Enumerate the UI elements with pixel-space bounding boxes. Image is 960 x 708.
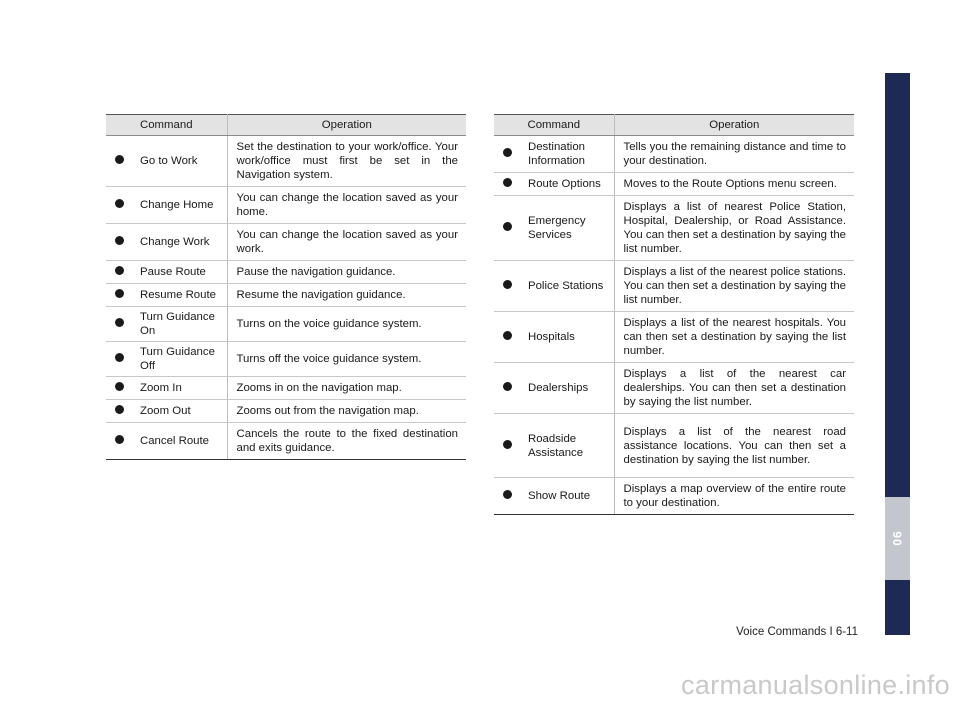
bullet-dot-icon <box>115 405 124 414</box>
bullet-dot-icon <box>503 331 512 340</box>
operation-cell: Pause the navigation guidance. <box>227 261 466 284</box>
command-cell: Route Options <box>520 173 614 196</box>
bullet-dot-icon <box>115 435 124 444</box>
chapter-number: 06 <box>890 530 905 546</box>
chapter-tab-label <box>885 520 910 556</box>
command-cell: Police Stations <box>520 261 614 312</box>
operation-cell: Moves to the Route Options menu screen. <box>614 173 854 196</box>
bullet-dot-icon <box>503 382 512 391</box>
bullet-dot-icon <box>115 199 124 208</box>
bullet-dot-icon <box>503 222 512 231</box>
command-cell: Destination Information <box>520 136 614 173</box>
operation-cell: Displays a list of the nearest road assistance locations. You can then set a destination by saying the list number. <box>614 414 854 478</box>
operation-cell: Displays a map overview of the entire route to your destination. <box>614 478 854 515</box>
table-row <box>106 423 466 460</box>
table-row <box>106 261 466 284</box>
command-cell: Go to Work <box>132 136 227 187</box>
table-row <box>106 224 466 261</box>
command-cell: Emergency Services <box>520 196 614 261</box>
bullet-dot-icon <box>115 155 124 164</box>
bullet-dot-icon <box>503 280 512 289</box>
operation-cell: Displays a list of the nearest car dealerships. You can then set a destination by saying the list number. <box>614 363 854 414</box>
table-row <box>106 377 466 400</box>
command-cell: Change Home <box>132 187 227 224</box>
table-row <box>494 261 854 312</box>
command-cell: Resume Route <box>132 284 227 307</box>
command-cell: Zoom Out <box>132 400 227 423</box>
operation-cell: Cancels the route to the fixed destination and exits guidance. <box>227 423 466 460</box>
table-row <box>494 478 854 515</box>
voice-commands-table-left <box>106 114 466 460</box>
table-row <box>494 312 854 363</box>
operation-column-header: Operation <box>614 115 854 136</box>
bullet-dot-icon <box>115 289 124 298</box>
table-row <box>494 196 854 261</box>
command-cell: Change Work <box>132 224 227 261</box>
operation-cell: Displays a list of nearest Police Station, Hospital, Dealership, or Road Assistance. You can then set a destination by saying the list number. <box>614 196 854 261</box>
table-row <box>494 363 854 414</box>
operation-cell: Zooms in on the navigation map. <box>227 377 466 400</box>
bullet-dot-icon <box>503 148 512 157</box>
command-cell: Hospitals <box>520 312 614 363</box>
operation-cell: Displays a list of the nearest police stations. You can then set a destination by saying the list number. <box>614 261 854 312</box>
command-cell: Pause Route <box>132 261 227 284</box>
command-cell: Show Route <box>520 478 614 515</box>
table-row <box>494 136 854 173</box>
page-footer: Voice Commands I 6-11 <box>736 626 858 638</box>
command-column-header: Command <box>106 115 227 136</box>
bullet-dot-icon <box>503 178 512 187</box>
bullet-dot-icon <box>115 318 124 327</box>
operation-cell: Displays a list of the nearest hospitals. You can then set a destination by saying the list number. <box>614 312 854 363</box>
operation-cell: Turns on the voice guidance system. <box>227 307 466 342</box>
command-cell: Roadside Assistance <box>520 414 614 478</box>
table-row <box>494 173 854 196</box>
operation-cell: You can change the location saved as your work. <box>227 224 466 261</box>
table-row <box>106 136 466 187</box>
bullet-dot-icon <box>115 266 124 275</box>
command-cell: Cancel Route <box>132 423 227 460</box>
voice-commands-table-right <box>494 114 854 515</box>
command-cell: Turn Guidance Off <box>132 342 227 377</box>
table-row <box>106 284 466 307</box>
bullet-dot-icon <box>115 353 124 362</box>
command-column-header: Command <box>494 115 614 136</box>
table-row <box>494 414 854 478</box>
table-row <box>106 187 466 224</box>
bullet-dot-icon <box>503 490 512 499</box>
command-cell: Dealerships <box>520 363 614 414</box>
operation-cell: Resume the navigation guidance. <box>227 284 466 307</box>
bullet-dot-icon <box>115 236 124 245</box>
table-row <box>106 342 466 377</box>
bullet-dot-icon <box>115 382 124 391</box>
table-header-row <box>494 115 854 136</box>
operation-cell: Turns off the voice guidance system. <box>227 342 466 377</box>
table-row <box>106 307 466 342</box>
operation-cell: You can change the location saved as your home. <box>227 187 466 224</box>
bullet-dot-icon <box>503 440 512 449</box>
operation-cell: Zooms out from the navigation map. <box>227 400 466 423</box>
watermark: carmanualsonline.info <box>681 670 950 700</box>
table-row <box>106 400 466 423</box>
operation-cell: Set the destination to your work/office. Your work/office must first be set in the Navigation system. <box>227 136 466 187</box>
table-header-row <box>106 115 466 136</box>
operation-column-header: Operation <box>227 115 466 136</box>
operation-cell: Tells you the remaining distance and time to your destination. <box>614 136 854 173</box>
command-cell: Zoom In <box>132 377 227 400</box>
command-cell: Turn Guidance On <box>132 307 227 342</box>
